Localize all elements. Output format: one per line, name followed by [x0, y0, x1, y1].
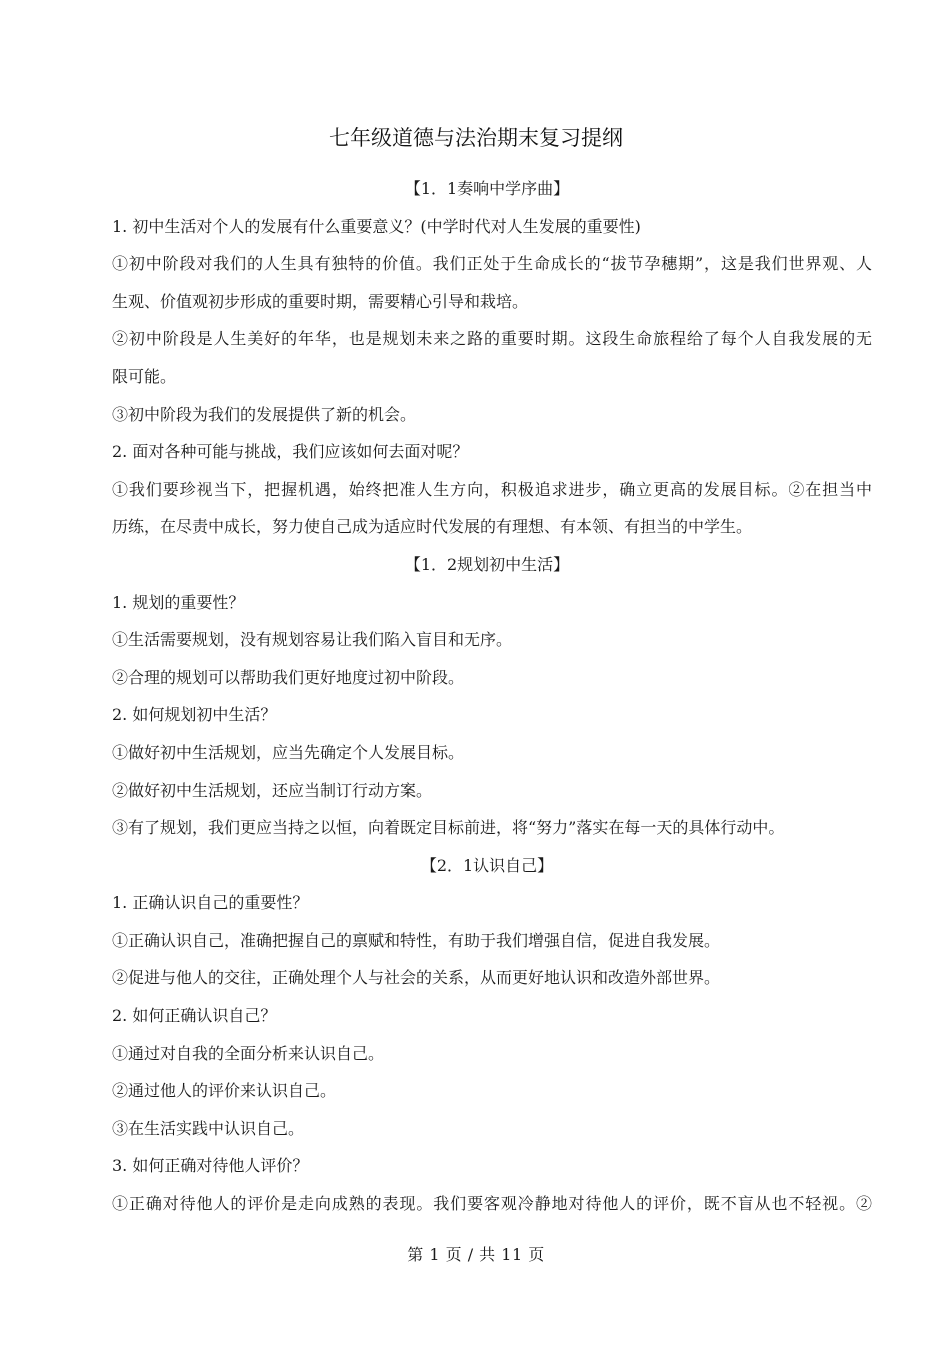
section-heading: 【2．1认识自己】	[420, 855, 554, 875]
text-line: 2. 如何正确认识自己？	[112, 1006, 277, 1026]
text-line: ②通过他人的评价来认识自己。	[112, 1081, 337, 1101]
text-line: ②促进与他人的交往，正确处理个人与社会的关系，从而更好地认识和改造外部世界。	[112, 968, 721, 988]
text-line: ①做好初中生活规划，应当先确定个人发展目标。	[112, 742, 465, 762]
text-line: 限可能。	[112, 366, 177, 386]
text-line: ③初中阶段为我们的发展提供了新的机会。	[112, 404, 417, 424]
section-heading: 【1．2规划初中生活】	[404, 554, 570, 574]
text-line: ①正确对待他人的评价是走向成熟的表现。我们要客观冷静地对待他人的评价，既不盲从也不轻视。②	[112, 1194, 872, 1214]
section-heading: 【1．1奏响中学序曲】	[404, 179, 570, 198]
text-line: ①初中阶段对我们的人生具有独特的价值。我们正处于生命成长的“拔节孕穗期”，这是我们世界观、人	[112, 254, 872, 274]
text-line: 生观、价值观初步形成的重要时期，需要精心引导和栽培。	[112, 291, 529, 311]
text-line: 2. 如何规划初中生活？	[112, 705, 277, 725]
text-line: 2. 面对各种可能与挑战，我们应该如何去面对呢？	[112, 442, 469, 462]
text-line: 1. 规划的重要性？	[112, 592, 245, 612]
text-line: ②合理的规划可以帮助我们更好地度过初中阶段。	[112, 667, 465, 687]
document-title: 七年级道德与法治期末复习提纲	[329, 126, 623, 150]
document-body	[112, 170, 872, 1223]
text-line: ②初中阶段是人生美好的年华，也是规划未来之路的重要时期。这段生命旅程给了每个人自我发展的无	[112, 329, 872, 349]
text-line: ①我们要珍视当下，把握机遇，始终把准人生方向，积极追求进步，确立更高的发展目标。②在担当中	[112, 479, 872, 499]
text-line: ①通过对自我的全面分析来认识自己。	[112, 1043, 385, 1063]
page-footer: 第 1 页 / 共 11 页	[407, 1245, 545, 1264]
text-line: ①正确认识自己，准确把握自己的禀赋和特性，有助于我们增强自信，促进自我发展。	[112, 930, 721, 950]
text-line: ①生活需要规划，没有规划容易让我们陷入盲目和无序。	[112, 630, 513, 650]
text-line: 历练，在尽责中成长，努力使自己成为适应时代发展的有理想、有本领、有担当的中学生。	[112, 517, 753, 537]
text-line: ③有了规划，我们更应当持之以恒，向着既定目标前进，将“努力”落实在每一天的具体行动中。	[112, 818, 785, 838]
text-line: 1. 正确认识自己的重要性？	[112, 893, 309, 913]
text-line: ②做好初中生活规划，还应当制订行动方案。	[112, 780, 433, 800]
text-line: 3. 如何正确对待他人评价？	[112, 1156, 309, 1176]
text-line: 1. 初中生活对个人的发展有什么重要意义？(中学时代对人生发展的重要性)	[112, 216, 641, 236]
text-line: ③在生活实践中认识自己。	[112, 1118, 305, 1138]
